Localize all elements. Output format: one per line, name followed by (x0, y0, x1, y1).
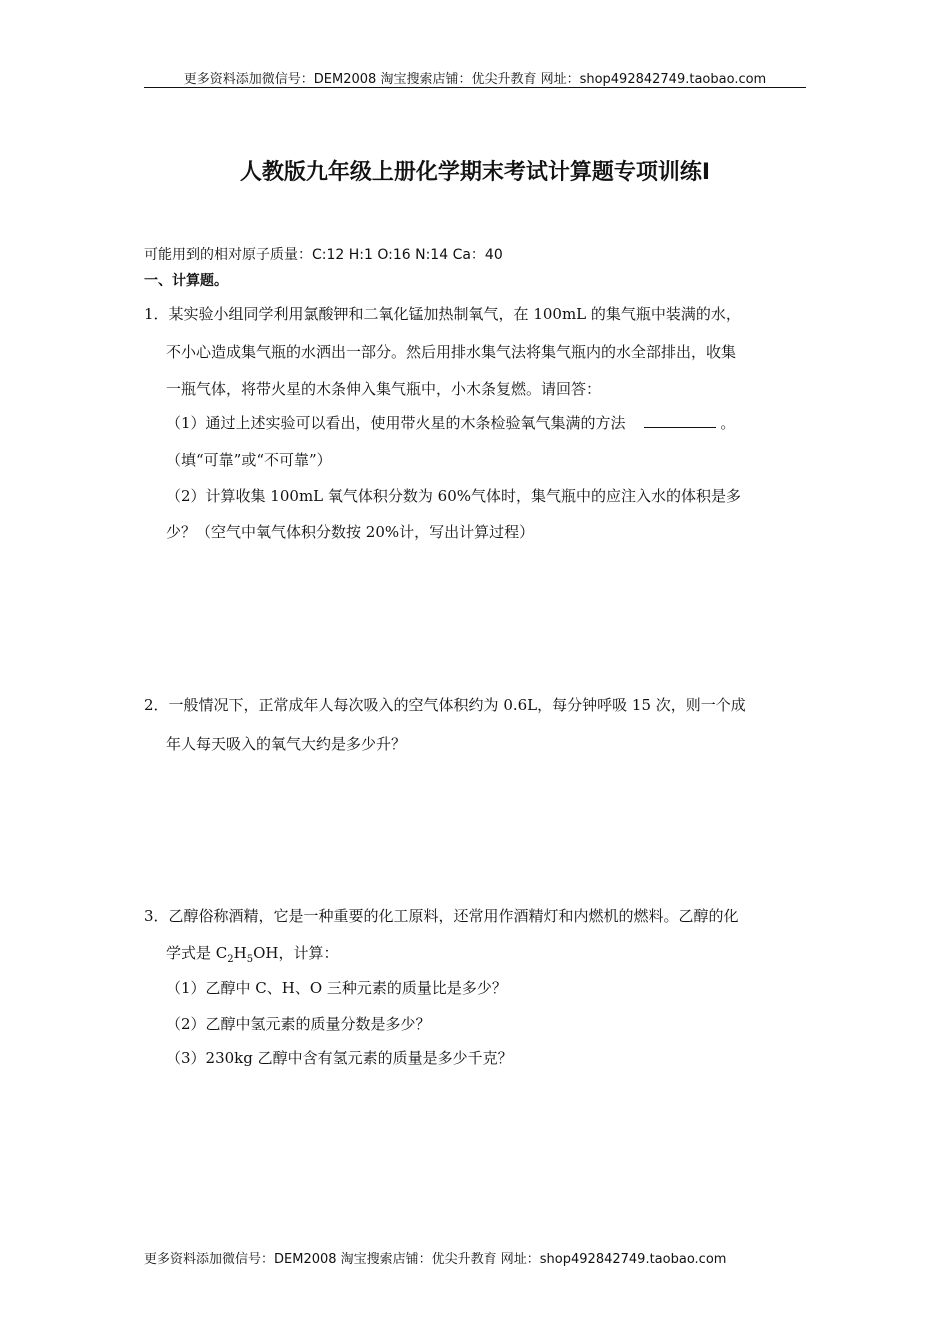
page-header: 更多资料添加微信号：DEM2008 淘宝搜索店铺：优尖升教育 网址：shop492842749.taobao.com (183, 72, 767, 87)
q1-part-2-line-2: 少？（空气中氧气体积分数按 20%计，写出计算过程） (166, 523, 535, 541)
q2-line-1: 2．一般情况下，正常成年人每次吸入的空气体积约为 0.6L，每分钟呼吸 15 次，则一个成 (144, 696, 746, 714)
page-title: 人教版九年级上册化学期末考试计算题专项训练Ⅰ (239, 160, 711, 185)
header-divider (144, 87, 806, 88)
q1-line-2: 不小心造成集气瓶的水洒出一部分。然后用排水集气法将集气瓶内的水全部排出，收集 (166, 343, 737, 361)
q1-line-1: 1．某实验小组同学利用氯酸钾和二氧化锰加热制氧气，在 100mL 的集气瓶中装满的水， (144, 305, 741, 323)
q1-part-1-text: （1）通过上述实验可以看出，使用带火星的木条检验氧气集满的方法 (166, 414, 626, 432)
page-footer: 更多资料添加微信号：DEM2008 淘宝搜索店铺：优尖升教育 网址：shop492842749.taobao.com (144, 1252, 727, 1267)
q3-part-1: （1）乙醇中 C、H、O 三种元素的质量比是多少？ (166, 979, 507, 997)
q1-part-1-hint: （填“可靠”或“不可靠”） (166, 451, 332, 469)
q3-subscript-2: 5 (246, 954, 254, 965)
q3-part-3: （3）230kg 乙醇中含有氢元素的质量是多少千克？ (166, 1049, 513, 1067)
section-heading: 一、计算题。 (144, 273, 228, 289)
q2-line-2: 年人每天吸入的氧气大约是多少升？ (166, 735, 407, 753)
answer-blank[interactable] (644, 415, 716, 428)
q3-formula-pre: 学式是 C (166, 944, 228, 962)
q3-line-1: 3．乙醇俗称酒精，它是一种重要的化工原料，还常用作酒精灯和内燃机的燃料。乙醇的化 (144, 907, 739, 925)
q3-subscript-1: 2 (227, 954, 234, 965)
q3-line-2 (166, 942, 338, 965)
q1-line-3: 一瓶气体，将带火星的木条伸入集气瓶中，小木条复燃。请回答： (166, 380, 602, 398)
q1-part-2-line-1: （2）计算收集 100mL 氧气体积分数为 60%气体时，集气瓶中的应注入水的体积是多 (166, 487, 742, 505)
q3-formula-post: OH，计算： (253, 944, 339, 962)
atomic-masses-note: 可能用到的相对原子质量：C:12 H:1 O:16 N:14 Ca：40 (144, 247, 503, 263)
q3-formula-h: H (233, 944, 247, 962)
q1-part-1 (166, 412, 735, 433)
q1-part-1-end: 。 (720, 414, 736, 432)
q3-part-2: （2）乙醇中氢元素的质量分数是多少？ (166, 1015, 431, 1033)
